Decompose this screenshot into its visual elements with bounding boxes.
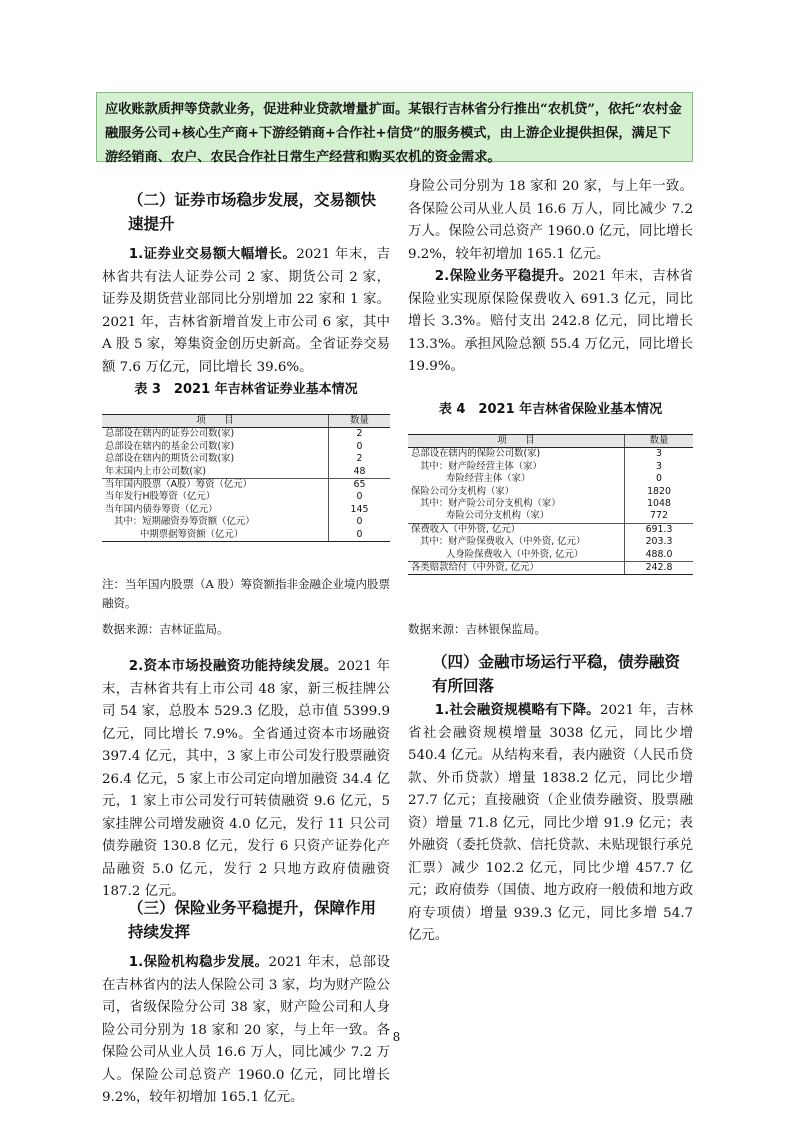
table-cell-label: 各类赔款给付（中外资, 亿元） [408,562,625,575]
section-2-p1-lead: 1.证券业交易额大幅增长。 [128,247,297,262]
table-row [408,461,693,473]
table-cell-value: 0 [329,516,391,528]
table-cell-label: 人身险保费收入（中外资, 亿元） [446,548,584,560]
intro-text: 应收账款质押等贷款业务，促进种业贷款增量扩面。某银行吉林省分行推出“农机贷”，依托“农村金融服务公司+核心生产商+下游经销商+合作社+信贷”的服务模式，由上游企业提供担保，满足下游经销商、农户、农民合作社日常生产经营和购买农机的资金需求。 [105,102,682,165]
table-3-note-text: 注：当年国内股票（A 股）筹资额指非金融企业境内股票融资。 [102,577,390,610]
section-3-paragraph-2 [408,266,693,379]
section-3-heading [128,896,390,944]
section-4-paragraph-1 [408,700,693,948]
section-2-heading-text: （二）证券市场稳步发展，交易额快速提升 [128,191,377,233]
table-cell-label: 寿险公司分支机构（家） [446,510,550,522]
table-cell-label: 总部设在辖内的基金公司数(家) [105,440,235,452]
section-3-p2-body: 2021 年末，吉林省保险业实现原保险保费收入 691.3 亿元，同比增长 3.3%。赔付支出 242.8 亿元，同比增长 13.3%。承担风险总额 55.4 万亿元，同比增长 19.9%。 [408,269,693,374]
section-4-heading-text: （四）金融市场运行平稳，债券融资有所回落 [432,653,681,695]
table-header-row [408,435,693,448]
table-row [102,466,390,479]
table-cell-value: 691.3 [625,523,694,536]
table-cell-value: 145 [329,504,391,516]
table-cell-label: 保费收入（中外资, 亿元） [408,523,625,536]
table-cell-label: 其中：财产险保费收入（中外资, 亿元） [420,536,586,548]
table-row [408,523,693,536]
table-cell-value: 3 [625,461,694,473]
table-cell-label: 保险公司分支机构（家） [411,485,515,497]
page-number-text: 8 [392,1030,401,1044]
section-2-paragraph-2 [102,656,390,904]
table-cell-value: 0 [329,491,391,503]
table-row [102,491,390,503]
table-3-caption-text: 表 3 2021 年吉林省证券业基本情况 [134,382,358,397]
table-row [102,504,390,516]
table-cell-label: 其中：财产险经营主体（家） [420,460,542,472]
table-cell-label: 总部设在辖内的证券公司数(家) [105,428,235,440]
table-row [102,428,390,441]
table-4-caption [408,398,693,417]
table-4-insurance [408,434,693,575]
table-cell-value: 48 [329,466,391,479]
table-3-source [102,620,390,639]
table-cell-label: 总部设在辖内的保险公司数(家) [411,448,541,460]
section-3-p1-lead: 1.保险机构稳步发展。 [128,955,269,970]
table-row [102,529,390,542]
section-4-heading [432,650,694,698]
section-2-p2-body: 2021 年末，吉林省共有上市公司 48 家，新三板挂牌公司 54 家，总股本 529.3 亿股，总市值 5399.9 亿元，同比增长 7.9%。全省通过资本市场融资 397.4 亿元，其中，3 家上市公司发行股票融资 26.4 亿元，5 家上市公司定向增加融资 34.4 亿元，1 家上市公司发行可转债融资 9.6 亿元，5 家挂牌公司增发融资 4.0 亿元，发行 11 只公司债券融资 130.8 亿元，发行 6 只资产证券化产品融资 5.0 亿元，发行 2 只地方政府债融资 187.2 亿元。 [102,659,390,899]
table-3-source-text: 数据来源：吉林证监局。 [102,622,229,636]
section-2-p1-body: 2021 年末，吉林省共有法人证券公司 2 家、期货公司 2 家，证券及期货营业部同比分别增加 22 家和 1 家。2021 年，吉林省新增首发上市公司 6 家，其中 A 股 5 家，筹集资金创历史新高。全省证券交易额 7.6 万亿元，同比增长 39.6%。 [102,247,390,375]
section-3-p2-lead: 2.保险业务平稳提升。 [434,269,573,284]
table-row [408,498,693,510]
section-3-p1-body: 2021 年末，总部设在吉林省内的法人保险公司 3 家，均为财产险公司，省级保险分公司 38 家，财产险公司和人身险公司分别为 18 家和 20 家，与上年一致。各保险公司从业人员 16.6 万人，同比减少 7.2 万人。保险公司总资产 1960.0 亿元，同比增长 9.2%，较年初增加 165.1 亿元。 [102,955,390,1105]
table-cell-value: 2 [329,453,391,465]
section-3-paragraph-1-continued [408,176,693,266]
table-row [408,486,693,498]
section-2-p2-lead: 2.资本市场投融资功能持续发展。 [128,659,338,674]
table-header-item: 项 目 [408,435,625,448]
table-cell-label: 当年国内股票（A股）筹资（亿元） [102,479,329,492]
table-cell-value: 0 [329,441,391,453]
table-cell-label: 其中：财产险公司分支机构（家） [420,498,561,510]
section-4-p1-body: 2021 年，吉林省社会融资规模增量 3038 亿元，同比少增 540.4 亿元。从结构来看，表内融资（人民币贷款、外币贷款）增量 1838.2 亿元，同比少增 27.7 亿元；直接融资（企业债券融资、股票融资）增量 71.8 亿元，同比少增 91.9 亿元；表外融资（委托贷款、信托贷款、未贴现银行承兑汇票）减少 102.2 亿元，同比少增 457.7 亿元；政府债券（国债、地方政府一般债和地方政府专项债）增量 939.3 亿元，同比多增 54.7 亿元。 [408,703,693,943]
table-cell-value: 488.0 [625,549,694,562]
table-cell-label: 当年发行H股筹资（亿元） [105,491,216,503]
section-3-p1-continued-text: 身险公司分别为 18 家和 20 家，与上年一致。各保险公司从业人员 16.6 万人，同比减少 7.2 万人。保险公司总资产 1960.0 亿元，同比增长 9.2%，较年初增加 165.1 亿元。 [408,179,693,262]
table-cell-value: 0 [625,473,694,485]
table-cell-label: 其中：短期融资券筹资额（亿元） [114,516,255,528]
table-cell-value: 0 [329,529,391,542]
table-cell-value: 1048 [625,498,694,510]
table-header-count: 数量 [625,435,694,448]
table-cell-value: 3 [625,448,694,461]
section-3-paragraph-1-start [102,952,390,1105]
table-4-source [408,620,693,639]
table-cell-value: 65 [329,479,391,492]
table-row [102,479,390,492]
table-cell-value: 242.8 [625,562,694,575]
table-4-source-text: 数据来源：吉林银保监局。 [408,622,546,636]
section-2-heading [128,188,390,236]
table-row [408,448,693,461]
section-2-paragraph-1 [102,244,390,379]
section-3-heading-text: （三）保险业务平稳提升，保障作用持续发挥 [128,899,377,941]
table-cell-value: 2 [329,428,391,441]
table-cell-value: 203.3 [625,536,694,548]
table-3-caption [102,378,390,397]
table-cell-label: 年末国内上市公司数(家) [105,465,207,477]
section-4-p1-lead: 1.社会融资规模略有下降。 [434,703,600,718]
table-3-note [102,575,390,613]
page-number [0,1030,793,1044]
table-row [408,549,693,562]
table-cell-label: 中期票据筹资额（亿元） [102,529,329,542]
table-cell-value: 772 [625,510,694,523]
table-cell-value: 1820 [625,486,694,498]
intro-highlight-box [96,92,693,165]
table-row [102,453,390,465]
table-row [102,441,390,453]
table-row [408,536,693,548]
table-cell-label: 寿险经营主体（家） [446,473,531,485]
table-row [408,473,693,485]
table-cell-label: 当年国内债券筹资（亿元） [105,503,218,515]
table-3-securities [102,414,390,542]
table-header-count: 数量 [329,415,391,428]
table-header-row [102,415,390,428]
table-row [408,510,693,523]
table-row [102,516,390,528]
table-row [408,562,693,575]
table-cell-label: 总部设在辖内的期货公司数(家) [105,453,235,465]
table-4-caption-text: 表 4 2021 年吉林省保险业基本情况 [438,402,663,417]
table-header-item: 项 目 [102,415,329,428]
